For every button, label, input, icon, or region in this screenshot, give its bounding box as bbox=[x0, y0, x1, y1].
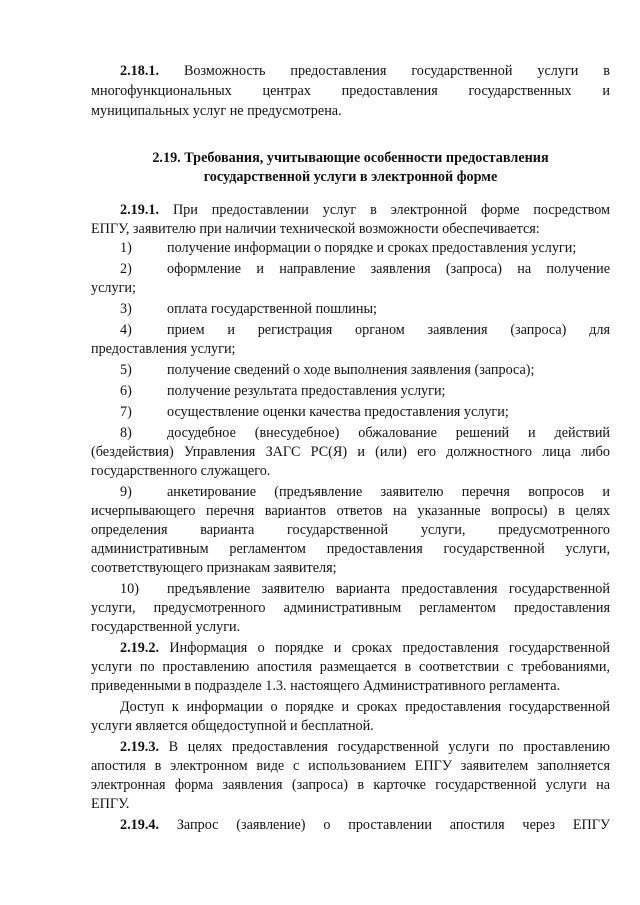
list-item-continuation: предоставления услуги; bbox=[91, 341, 236, 357]
list-item-number: 1) bbox=[120, 240, 132, 256]
list-item-text: получение сведений о ходе выполнения заявления (запроса); bbox=[167, 362, 535, 378]
list-item-number: 10) bbox=[120, 581, 139, 597]
list-item-text: получение информации о порядке и сроках предоставления услуги; bbox=[167, 240, 577, 256]
paragraph-access-line-1: Доступ к информации о порядке и сроках предоставления государственной bbox=[120, 699, 610, 715]
list-item-text: оплата государственной пошлины; bbox=[167, 301, 377, 317]
list-item-continuation: исчерпывающего перечня вариантов ответов на указанные вопросы) в целях bbox=[91, 503, 610, 519]
paragraph-2-19-4-line-1 bbox=[120, 816, 610, 835]
paragraph-2-19-1-line-1 bbox=[120, 201, 610, 220]
list-item-number: 8) bbox=[120, 425, 132, 441]
paragraph-2-19-2-line-3: приведенными в подразделе 1.3. настоящего Административного регламента. bbox=[91, 678, 561, 694]
list-item-number: 3) bbox=[120, 301, 132, 317]
list-item-number: 7) bbox=[120, 404, 132, 420]
paragraph-2-18-1-line-2: многофункциональных центрах предоставления государственных и bbox=[91, 83, 610, 99]
list-item-text: получение результата предоставления услуги; bbox=[167, 383, 446, 399]
list-item-number: 5) bbox=[120, 362, 132, 378]
paragraph-text: Информация о порядке и сроках предоставления государственной bbox=[169, 640, 611, 656]
clause-number: 2.18.1. bbox=[120, 63, 160, 79]
list-item-text: прием и регистрация органом заявления (запроса) для bbox=[167, 322, 610, 338]
list-item-continuation: административным регламентом предоставления государственной услуги, bbox=[91, 541, 610, 557]
list-item-continuation: государственного служащего. bbox=[91, 463, 271, 479]
clause-number: 2.19.1. bbox=[120, 202, 160, 218]
paragraph-2-19-1-line-2: ЕПГУ, заявителю при наличии технической возможности обеспечивается: bbox=[91, 221, 540, 237]
list-item-number: 2) bbox=[120, 261, 132, 277]
paragraph-access-line-2: услуги является общедоступной и бесплатной. bbox=[91, 718, 374, 734]
paragraph-2-19-2-line-1 bbox=[120, 639, 610, 658]
list-item-continuation: услуги; bbox=[91, 280, 136, 296]
paragraph-2-19-3-line-1 bbox=[120, 738, 610, 757]
list-item-text: досудебное (внесудебное) обжалование решений и действий bbox=[167, 425, 610, 441]
list-item-text: анкетирование (предъявление заявителю перечня вопросов и bbox=[167, 484, 610, 500]
list-item-continuation: (бездействия) Управления ЗАГС РС(Я) и (или) его должностного лица либо bbox=[91, 444, 610, 460]
list-item-continuation: услуги, предусмотренного административным регламентом предоставления bbox=[91, 600, 610, 616]
paragraph-2-18-1-line-3: муниципальных услуг не предусмотрена. bbox=[91, 103, 342, 119]
paragraph-2-19-2-line-2: услуги по проставлению апостиля размещается в соответствии с требованиями, bbox=[91, 659, 610, 675]
section-heading-line-1: 2.19. Требования, учитывающие особенности предоставления bbox=[152, 150, 549, 166]
list-item-continuation: соответствующего признакам заявителя; bbox=[91, 560, 337, 576]
list-item-text: осуществление оценки качества предоставления услуги; bbox=[167, 404, 509, 420]
clause-number: 2.19.2. bbox=[120, 640, 160, 656]
list-item-number: 6) bbox=[120, 383, 132, 399]
paragraph-2-18-1-line-1 bbox=[120, 62, 610, 81]
paragraph-text: Возможность предоставления государственной услуги в bbox=[183, 63, 610, 79]
list-item-continuation: государственной услуги. bbox=[91, 619, 241, 635]
clause-number: 2.19.3. bbox=[120, 739, 160, 755]
clause-number: 2.19.4. bbox=[120, 817, 160, 833]
paragraph-2-19-3-line-3: электронная форма заявления (запроса) в карточке государственной услуги на bbox=[91, 777, 610, 793]
paragraph-2-19-3-line-2: апостиля в электронном виде с использованием ЕПГУ заявителем заполняется bbox=[91, 758, 610, 774]
section-heading-line-2: государственной услуги в электронной форме bbox=[203, 169, 498, 185]
list-item-text: оформление и направление заявления (запроса) на получение bbox=[167, 261, 610, 277]
paragraph-text: Запрос (заявление) о проставлении апостиля через ЕПГУ bbox=[176, 817, 610, 833]
list-item-continuation: определения варианта государственной услуги, предусмотренного bbox=[91, 522, 610, 538]
list-item-text: предъявление заявителю варианта предоставления государственной bbox=[167, 581, 610, 597]
paragraph-2-19-3-line-4: ЕПГУ. bbox=[91, 796, 130, 812]
paragraph-text: При предоставлении услуг в электронной форме посредством bbox=[172, 202, 610, 218]
list-item-number: 4) bbox=[120, 322, 132, 338]
list-item-number: 9) bbox=[120, 484, 132, 500]
paragraph-text: В целях предоставления государственной услуги по проставлению bbox=[168, 739, 610, 755]
